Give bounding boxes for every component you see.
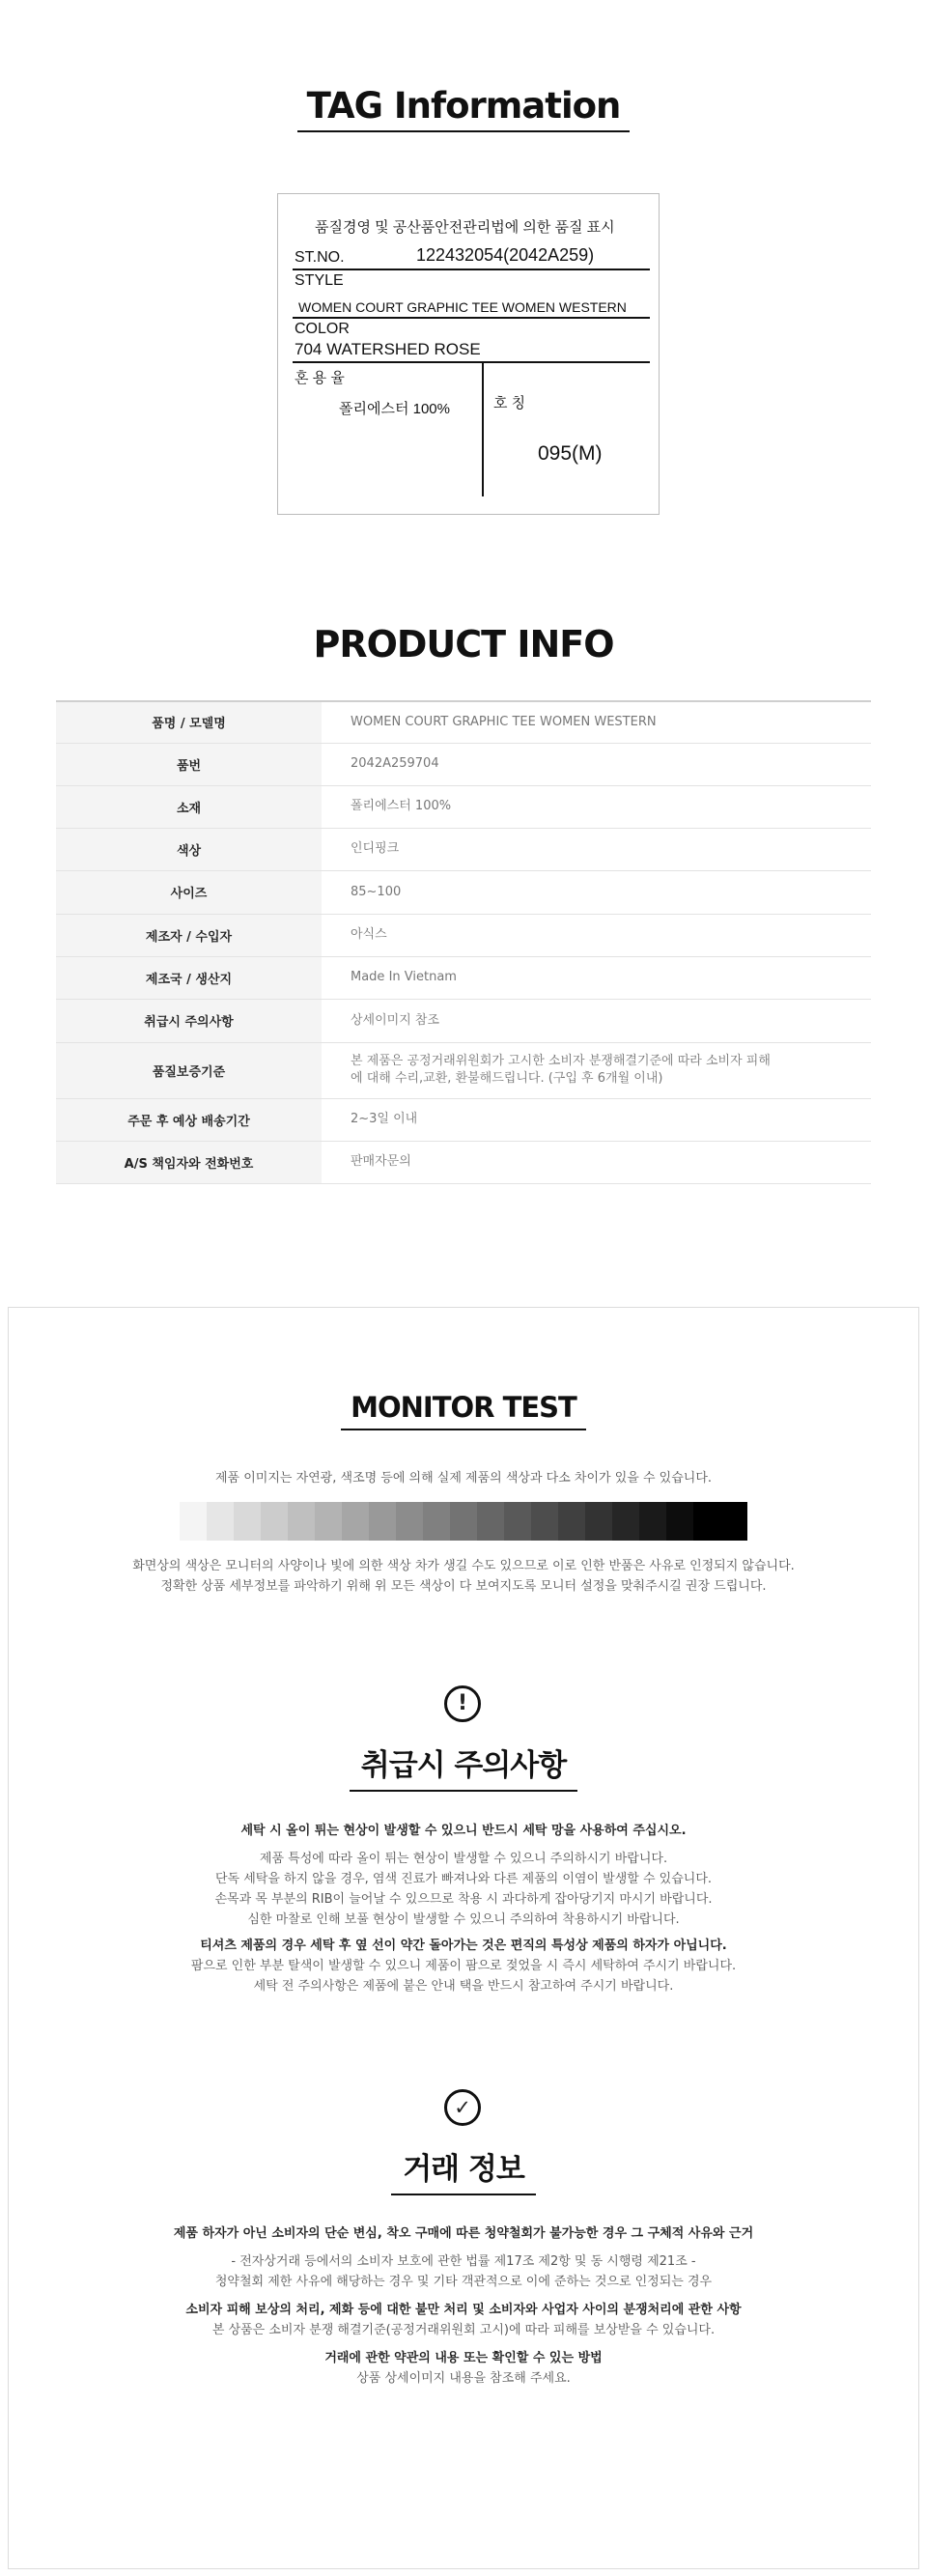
text-line: 손목과 목 부분의 RIB이 늘어날 수 있으므로 착용 시 과다하게 잡아당기지 마시기 바랍니다. <box>214 1892 713 1907</box>
gray-swatch <box>585 1502 612 1541</box>
row-key: 품질보증기준 <box>56 1042 322 1098</box>
product-info-title: PRODUCT INFO <box>313 623 614 665</box>
text-line: 제품 특성에 따라 올이 튀는 현상이 발생할 수 있으니 주의하시기 바랍니다. <box>259 1852 668 1866</box>
text-line: - 전자상거래 등에서의 소비자 보호에 관한 법률 제17조 제2항 및 동 시행령 제21조 - <box>231 2254 696 2269</box>
row-value: 본 제품은 공정거래위원회가 고시한 소비자 분쟁해결기준에 따라 소비자 피해에 대해 수리,교환, 환불해드립니다. (구입 후 6개월 이내) <box>351 1054 771 1086</box>
gray-swatch <box>234 1502 261 1541</box>
gray-swatch <box>477 1502 504 1541</box>
text-line: 세탁 전 주의사항은 제품에 붙은 안내 택을 반드시 참고하여 주시기 바랍니다. <box>253 1979 674 1994</box>
row-value: 판매자문의 <box>351 1154 411 1169</box>
gray-swatch <box>342 1502 369 1541</box>
row-value: Made In Vietnam <box>351 970 457 984</box>
row-key: 소재 <box>56 785 322 828</box>
row-key: 품번 <box>56 743 322 785</box>
row-key: 제조국 / 생산지 <box>56 956 322 999</box>
table-row <box>56 701 871 743</box>
table-row <box>56 870 871 914</box>
tag-divider <box>293 317 650 319</box>
row-value: 2~3일 이내 <box>351 1112 418 1126</box>
gray-swatch <box>612 1502 639 1541</box>
tag-style-value: WOMEN COURT GRAPHIC TEE WOMEN WESTERN <box>298 299 627 315</box>
gray-swatch <box>666 1502 693 1541</box>
gray-swatch <box>558 1502 585 1541</box>
table-row <box>56 956 871 999</box>
row-key: 주문 후 예상 배송기간 <box>56 1098 322 1141</box>
gray-swatch <box>504 1502 531 1541</box>
gray-swatch <box>639 1502 666 1541</box>
table-row <box>56 914 871 956</box>
gray-swatch <box>207 1502 234 1541</box>
tag-header: 품질경영 및 공산품안전관리법에 의한 품질 표시 <box>315 219 615 236</box>
monitor-note-line: 화면상의 색상은 모니터의 사양이나 빛에 의한 색상 차가 생길 수도 있으므로 이로 인한 반품은 사유로 인정되지 않습니다. <box>132 1559 795 1573</box>
text-line: 팜으로 인한 부분 탈색이 발생할 수 있으니 제품이 팜으로 젖었을 시 즉시 세탁하여 주시기 바랍니다. <box>190 1959 737 1973</box>
gray-swatch <box>261 1502 288 1541</box>
care-tag-label <box>277 193 660 515</box>
table-row <box>56 785 871 828</box>
row-value: 인디핑크 <box>351 841 400 856</box>
monitor-note-line: 정확한 상품 세부정보를 파악하기 위해 위 모든 색상이 다 보여지도록 모니터 설정을 맞춰주시길 권장 드립니다. <box>160 1579 767 1594</box>
tag-style-label: STYLE <box>295 272 344 289</box>
transaction-title: 거래 정보 <box>0 2144 927 2195</box>
tag-column-divider <box>482 363 484 496</box>
tag-material-label: 혼 용 율 <box>295 370 345 386</box>
tag-information-title: TAG Information <box>0 85 927 132</box>
gray-swatch <box>531 1502 558 1541</box>
row-value: 85~100 <box>351 884 402 899</box>
gray-swatch <box>423 1502 450 1541</box>
text-line: 소비자 피해 보상의 처리, 제화 등에 대한 불만 처리 및 소비자와 사업자 사이의 분쟁처리에 관한 사항 <box>185 2303 742 2317</box>
row-key: 품명 / 모델명 <box>56 701 322 743</box>
text-line: 단독 세탁을 하지 않을 경우, 염색 진료가 빠져나와 다른 제품의 이염이 발생할 수 있습니다. <box>214 1872 713 1886</box>
row-value: 아식스 <box>351 927 387 942</box>
table-row <box>56 1141 871 1183</box>
handling-title: 취급시 주의사항 <box>0 1741 927 1792</box>
tag-st-no-label: ST.NO. <box>295 249 345 266</box>
table-row <box>56 999 871 1042</box>
row-value: 상세이미지 참조 <box>351 1012 440 1028</box>
text-line: 심한 마찰로 인해 보풀 현상이 발생할 수 있으니 주의하여 착용하시기 바랍니다. <box>247 1912 680 1927</box>
tag-size-value: 095(M) <box>538 442 603 465</box>
gray-swatch <box>693 1502 720 1541</box>
gray-swatch <box>396 1502 423 1541</box>
tag-material-value: 폴리에스터 100% <box>339 401 450 417</box>
grayscale-test-bar <box>180 1502 747 1541</box>
monitor-test-subtitle: 제품 이미지는 자연광, 색조명 등에 의해 실제 제품의 색상과 다소 차이가 있을 수 있습니다. <box>214 1471 713 1486</box>
gray-swatch <box>180 1502 207 1541</box>
text-line: 본 상품은 소비자 분쟁 해결기준(공정거래위원회 고시)에 따라 피해를 보상받을 수 있습니다. <box>211 2323 716 2337</box>
text-line: 제품 하자가 아닌 소비자의 단순 변심, 착오 구매에 따른 청약철회가 불가능한 경우 그 구체적 사유와 근거 <box>173 2226 754 2241</box>
row-key: 색상 <box>56 828 322 870</box>
gray-swatch <box>315 1502 342 1541</box>
text-line: 청약철회 제한 사유에 해당하는 경우 및 기타 객관적으로 이에 준하는 것으로 인정되는 경우 <box>214 2275 713 2289</box>
row-key: 제조자 / 수입자 <box>56 914 322 956</box>
row-key: A/S 책임자와 전화번호 <box>56 1141 322 1183</box>
product-info-table <box>56 700 871 1184</box>
checkmark-circle-icon: ✓ <box>444 2089 481 2126</box>
table-row <box>56 828 871 870</box>
tag-st-no-value: 122432054(2042A259) <box>416 245 595 265</box>
tag-color-label: COLOR <box>295 321 350 337</box>
gray-swatch <box>369 1502 396 1541</box>
tag-divider <box>293 269 650 270</box>
row-value: WOMEN COURT GRAPHIC TEE WOMEN WESTERN <box>351 714 657 729</box>
tag-divider <box>293 361 650 363</box>
row-value: 2042A259704 <box>351 756 439 771</box>
table-row <box>56 1042 871 1098</box>
tag-color-value: 704 WATERSHED ROSE <box>295 340 481 358</box>
gray-swatch <box>720 1502 747 1541</box>
text-line: 거래에 관한 약관의 내용 또는 확인할 수 있는 방법 <box>324 2351 603 2365</box>
monitor-test-title: MONITOR TEST <box>0 1391 927 1430</box>
tag-size-label: 호 칭 <box>493 395 526 411</box>
text-line: 상품 상세이미지 내용을 참조해 주세요. <box>356 2371 571 2386</box>
gray-swatch <box>288 1502 315 1541</box>
exclamation-icon: ! <box>444 1685 481 1722</box>
row-key: 사이즈 <box>56 870 322 914</box>
table-row <box>56 1098 871 1141</box>
row-value: 폴리에스터 100% <box>351 799 452 813</box>
gray-swatch <box>450 1502 477 1541</box>
table-row <box>56 743 871 785</box>
text-line: 티셔츠 제품의 경우 세탁 후 옆 선이 약간 돌아가는 것은 편직의 특성상 제품의 하자가 아닙니다. <box>200 1939 727 1953</box>
row-key: 취급시 주의사항 <box>56 999 322 1042</box>
text-line: 세탁 시 올이 튀는 현상이 발생할 수 있으니 반드시 세탁 망을 사용하여 주십시오. <box>240 1824 687 1838</box>
